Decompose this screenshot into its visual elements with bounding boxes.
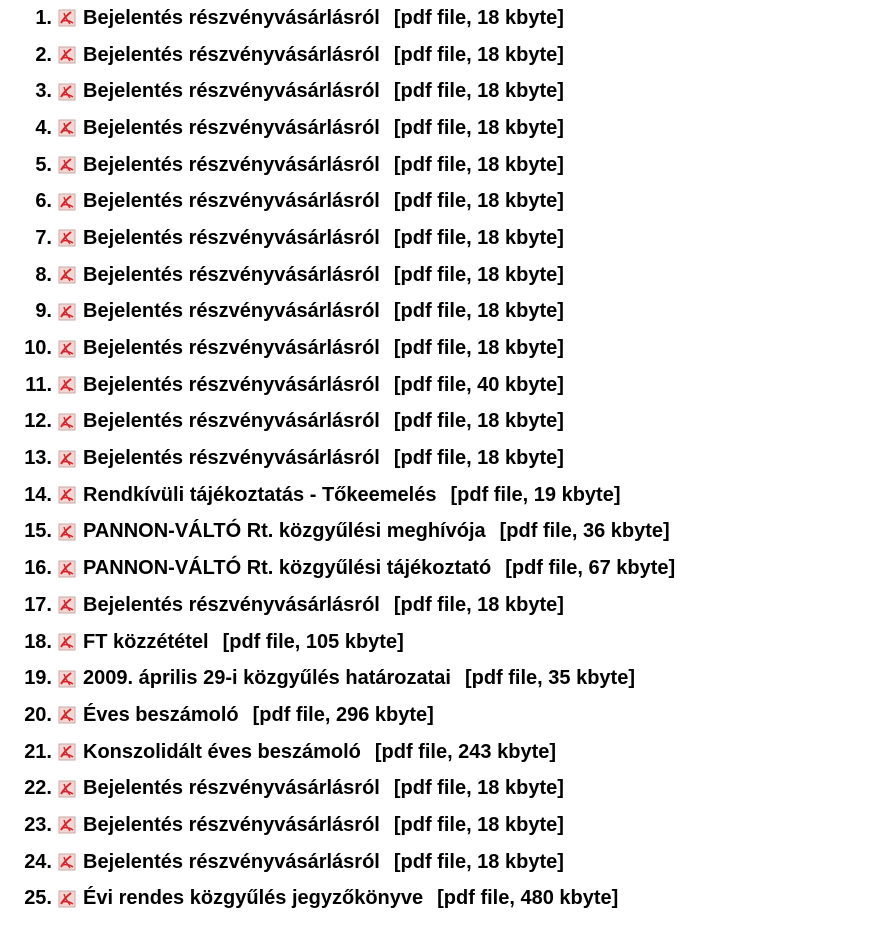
document-list-item[interactable]	[0, 183, 885, 220]
pdf-file-icon[interactable]	[58, 340, 76, 358]
pdf-file-icon[interactable]	[58, 486, 76, 504]
document-title-link[interactable]: PANNON-VÁLTÓ Rt. közgyűlési tájékoztató	[83, 557, 492, 580]
document-list-item[interactable]	[0, 514, 885, 551]
document-title-link[interactable]: Bejelentés részvényvásárlásról	[83, 43, 380, 66]
document-title-link[interactable]: Bejelentés részvényvásárlásról	[83, 116, 380, 139]
document-list-item[interactable]	[0, 734, 885, 771]
file-info: [pdf file, 67 kbyte]	[505, 557, 676, 580]
pdf-file-icon[interactable]	[58, 450, 76, 468]
document-title-link[interactable]: Bejelentés részvényvásárlásról	[83, 373, 380, 396]
file-info: [pdf file, 243 kbyte]	[374, 740, 557, 763]
document-list-item[interactable]	[0, 844, 885, 881]
item-number: 14.	[24, 483, 52, 506]
item-number: 6.	[35, 190, 52, 213]
file-info: [pdf file, 18 kbyte]	[393, 447, 564, 470]
file-info: [pdf file, 18 kbyte]	[393, 116, 564, 139]
document-list-item[interactable]	[0, 587, 885, 624]
document-title-link[interactable]: 2009. április 29-i közgyűlés határozatai	[83, 667, 451, 690]
pdf-file-icon[interactable]	[58, 46, 76, 64]
pdf-file-icon[interactable]	[58, 303, 76, 321]
item-number: 13.	[24, 447, 52, 470]
document-list-item[interactable]	[0, 770, 885, 807]
file-info: [pdf file, 18 kbyte]	[393, 226, 564, 249]
item-number: 20.	[24, 703, 52, 726]
document-list-item[interactable]	[0, 257, 885, 294]
file-info: [pdf file, 18 kbyte]	[393, 43, 564, 66]
item-number: 18.	[24, 630, 52, 653]
document-list-item[interactable]	[0, 220, 885, 257]
pdf-file-icon[interactable]	[58, 633, 76, 651]
document-title-link[interactable]: Konszolidált éves beszámoló	[83, 740, 361, 763]
document-title-link[interactable]: Bejelentés részvényvásárlásról	[83, 190, 380, 213]
file-info: [pdf file, 18 kbyte]	[393, 263, 564, 286]
item-number: 15.	[24, 520, 52, 543]
file-info: [pdf file, 18 kbyte]	[393, 80, 564, 103]
item-number: 23.	[24, 813, 52, 836]
item-number: 3.	[35, 80, 52, 103]
file-info: [pdf file, 18 kbyte]	[393, 777, 564, 800]
item-number: 21.	[24, 740, 52, 763]
pdf-file-icon[interactable]	[58, 890, 76, 908]
item-number: 17.	[24, 593, 52, 616]
item-number: 10.	[24, 337, 52, 360]
pdf-file-icon[interactable]	[58, 816, 76, 834]
document-list-item[interactable]	[0, 147, 885, 184]
pdf-file-icon[interactable]	[58, 780, 76, 798]
pdf-file-icon[interactable]	[58, 560, 76, 578]
document-title-link[interactable]: Bejelentés részvényvásárlásról	[83, 263, 380, 286]
item-number: 19.	[24, 667, 52, 690]
document-list-item[interactable]	[0, 660, 885, 697]
item-number: 2.	[35, 43, 52, 66]
document-title-link[interactable]: Bejelentés részvényvásárlásról	[83, 300, 380, 323]
file-info: [pdf file, 18 kbyte]	[393, 6, 564, 29]
pdf-file-icon[interactable]	[58, 743, 76, 761]
file-info: [pdf file, 18 kbyte]	[393, 190, 564, 213]
document-list-item[interactable]	[0, 110, 885, 147]
document-list-item[interactable]	[0, 73, 885, 110]
item-number: 4.	[35, 116, 52, 139]
document-list-item[interactable]	[0, 477, 885, 514]
file-info: [pdf file, 19 kbyte]	[450, 483, 621, 506]
item-number: 5.	[35, 153, 52, 176]
document-title-link[interactable]: Bejelentés részvényvásárlásról	[83, 226, 380, 249]
pdf-file-icon[interactable]	[58, 670, 76, 688]
file-info: [pdf file, 105 kbyte]	[222, 630, 404, 653]
document-title-link[interactable]: Bejelentés részvényvásárlásról	[83, 337, 380, 360]
pdf-file-icon[interactable]	[58, 9, 76, 27]
pdf-file-icon[interactable]	[58, 229, 76, 247]
item-number: 24.	[24, 850, 52, 873]
pdf-file-icon[interactable]	[58, 376, 76, 394]
pdf-file-icon[interactable]	[58, 83, 76, 101]
document-title-link[interactable]: Rendkívüli tájékoztatás - Tőkeemelés	[83, 483, 437, 506]
item-number: 7.	[35, 226, 52, 249]
item-number: 1.	[35, 6, 52, 29]
item-number: 12.	[24, 410, 52, 433]
document-title-link[interactable]: Bejelentés részvényvásárlásról	[83, 447, 380, 470]
file-info: [pdf file, 18 kbyte]	[393, 410, 564, 433]
file-info: [pdf file, 18 kbyte]	[393, 850, 564, 873]
item-number: 22.	[24, 777, 52, 800]
document-title-link[interactable]: PANNON-VÁLTÓ Rt. közgyűlési meghívója	[83, 520, 486, 543]
document-list-item[interactable]	[0, 294, 885, 331]
item-number: 9.	[35, 300, 52, 323]
document-title-link[interactable]: Bejelentés részvényvásárlásról	[83, 850, 380, 873]
pdf-file-icon[interactable]	[58, 119, 76, 137]
document-list-item[interactable]	[0, 404, 885, 441]
document-title-link[interactable]: Bejelentés részvényvásárlásról	[83, 80, 380, 103]
pdf-file-icon[interactable]	[58, 853, 76, 871]
document-list-item[interactable]	[0, 624, 885, 661]
file-info: [pdf file, 18 kbyte]	[393, 300, 564, 323]
pdf-file-icon[interactable]	[58, 193, 76, 211]
pdf-file-icon[interactable]	[58, 706, 76, 724]
document-list-item[interactable]	[0, 550, 885, 587]
file-info: [pdf file, 40 kbyte]	[393, 373, 564, 396]
pdf-file-icon[interactable]	[58, 266, 76, 284]
document-title-link[interactable]: Bejelentés részvényvásárlásról	[83, 813, 380, 836]
file-info: [pdf file, 18 kbyte]	[393, 153, 564, 176]
document-list-item[interactable]	[0, 697, 885, 734]
file-info: [pdf file, 18 kbyte]	[393, 337, 564, 360]
item-number: 8.	[35, 263, 52, 286]
document-list-item[interactable]	[0, 807, 885, 844]
document-title-link[interactable]: Éves beszámoló	[83, 703, 239, 726]
pdf-file-icon[interactable]	[58, 523, 76, 541]
document-list-item[interactable]	[0, 37, 885, 74]
document-title-link[interactable]: Bejelentés részvényvásárlásról	[83, 777, 380, 800]
file-info: [pdf file, 18 kbyte]	[393, 813, 564, 836]
pdf-file-icon[interactable]	[58, 596, 76, 614]
file-info: [pdf file, 35 kbyte]	[464, 667, 635, 690]
document-title-link[interactable]: Évi rendes közgyűlés jegyzőkönyve	[83, 887, 424, 910]
document-title-link[interactable]: Bejelentés részvényvásárlásról	[83, 6, 380, 29]
document-list-item[interactable]	[0, 330, 885, 367]
document-list-item[interactable]	[0, 440, 885, 477]
item-number: 16.	[24, 557, 52, 580]
document-title-link[interactable]: Bejelentés részvényvásárlásról	[83, 410, 380, 433]
pdf-file-icon[interactable]	[58, 156, 76, 174]
document-title-link[interactable]: FT közzététel	[83, 630, 209, 653]
item-number: 25.	[24, 887, 52, 910]
file-info: [pdf file, 480 kbyte]	[437, 887, 619, 910]
pdf-file-icon[interactable]	[58, 413, 76, 431]
document-title-link[interactable]: Bejelentés részvényvásárlásról	[83, 593, 380, 616]
item-number: 11.	[25, 373, 52, 396]
document-list-item[interactable]	[0, 881, 885, 918]
file-info: [pdf file, 36 kbyte]	[499, 520, 670, 543]
file-info: [pdf file, 296 kbyte]	[252, 703, 434, 726]
file-info: [pdf file, 18 kbyte]	[393, 593, 564, 616]
document-list-item[interactable]	[0, 0, 885, 37]
document-title-link[interactable]: Bejelentés részvényvásárlásról	[83, 153, 380, 176]
document-list-item[interactable]	[0, 367, 885, 404]
